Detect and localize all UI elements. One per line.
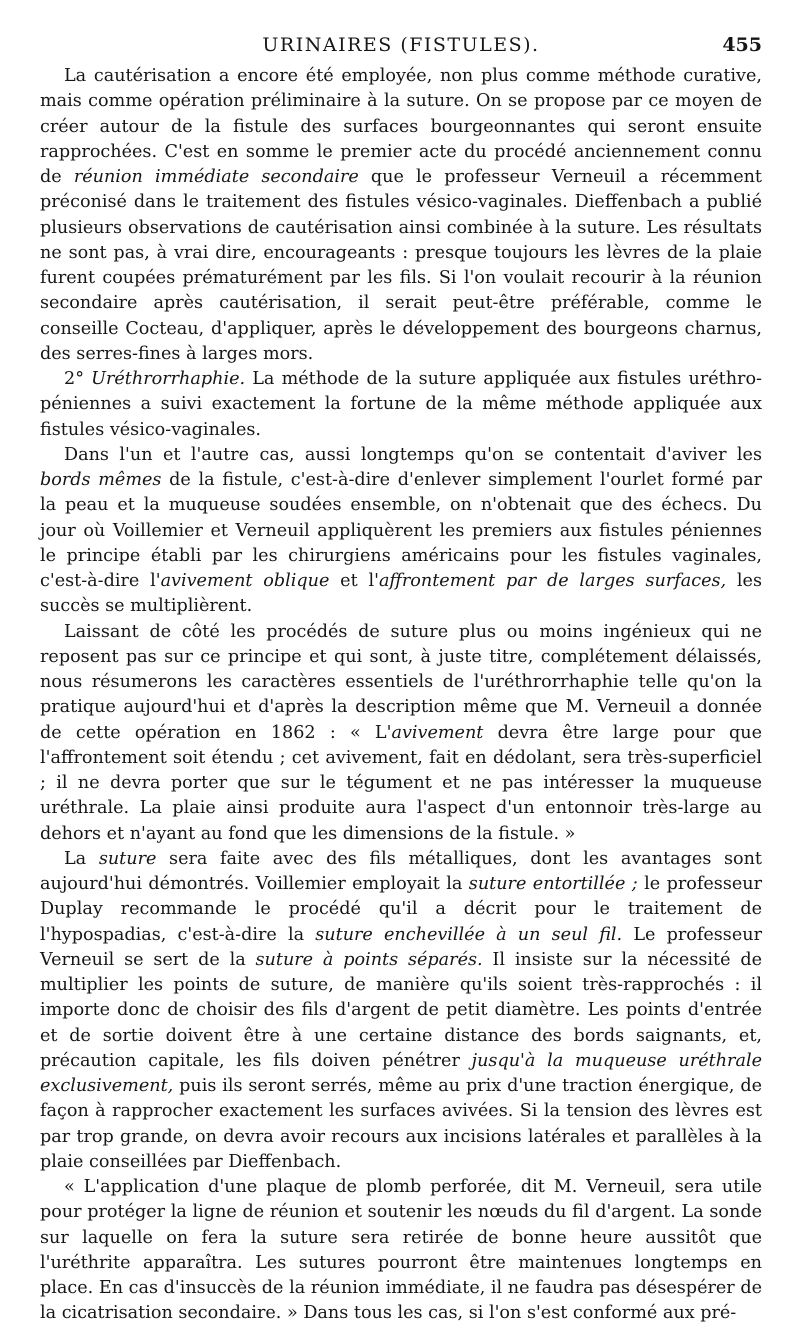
page-number: 455 <box>722 34 762 56</box>
running-header <box>40 34 762 60</box>
paragraph-suture: La suture sera faite avec des fils métalliques, dont les avantages sont aujourd'hui démontrés. Voillemier employait la suture entortillée ; le professeur Duplay recommande le procédé qu'il a décrit pour le traitement de l'hypospadias, c'est-à-dire la suture enchevillée à un seul fil. Le professeur Verneuil se sert de la suture à points séparés. Il insiste sur la nécessité de multiplier les points de suture, de manière qu'ils soient très-rapprochés : il importe donc de choisir des fils d'argent de petit diamètre. Les points d'entrée et de sortie doivent être à une certaine distance des bords saignants, et, précaution capitale, les fils doiven pénétrer jusqu'à la muqueuse uréthrale exclusivement, puis ils seront serrés, même au prix d'une traction énergique, de façon à rapprocher exactement les surfaces avivées. Si la tension des lèvres est par trop grande, on devra avoir recours aux incisions latérales et parallèles à la plaie conseillées par Dieffenbach. <box>40 848 763 1172</box>
italic-term: suture <box>98 848 157 869</box>
italic-term: suture à points séparés. <box>255 949 483 970</box>
italic-term: réunion immédiate secondaire <box>73 167 359 187</box>
italic-term: avivement <box>391 722 484 743</box>
paragraph-cauterisation: La cautérisation a encore été employée, non plus comme méthode curative, mais comme opération préliminaire à la suture. On se propose par ce moyen de créer autour de la fistule des surfaces bourgeonnantes qui seront ensuite rapprochées. C'est en somme le premier acte du procédé anciennement connu de réunion immédiate secondaire que le professeur Verneuil a récemment préconisé dans le traitement des fistules vésico-vaginales. Dieffenbach a publié plusieurs observations de cautérisation ainsi combinée à la suture. Les résultats ne sont pas, à vrai dire, encourageants : presque toujours les lèvres de la plaie furent coupées prématurément par les fils. Si l'on voulait recourir à la réunion secondaire après cautérisation, il serait peut-être préférable, comme le conseille Cocteau, d'appliquer, après le développement des bourgeons charnus, des serres-fines à larges mors. <box>40 66 763 364</box>
italic-term: avivement oblique <box>160 571 330 591</box>
italic-term: suture entortillée ; <box>468 874 638 894</box>
italic-term: suture enchevillée à un seul fil. <box>315 924 623 945</box>
section-heading: Uréthrorrhaphie. <box>91 369 246 389</box>
italic-term: jusqu'à la muqueuse uréthrale exclusivement, <box>40 1050 762 1096</box>
paragraph-avivement: Dans l'un et l'autre cas, aussi longtemps qu'on se contentait d'aviver les bords mêmes de la fistule, c'est-à-dire d'enlever simplement l'ourlet formé par la peau et la muqueuse soudées ensemble, on n'obtenait que des échecs. Du jour où Voillemier et Verneuil appliquèrent les premiers aux fistules péniennes le principe établi par les chirurgiens américains pour les fistules vaginales, c'est-à-dire l'avivement oblique et l'affrontement par de larges surfaces, les succès se multiplièrent. <box>40 444 762 617</box>
running-title: URINAIRES (FISTULES). <box>262 34 540 56</box>
body-text <box>40 64 762 1327</box>
paragraph-urethrorrhaphie: 2° Uréthrorrhaphie. La méthode de la suture appliquée aux fistules uréthro-péniennes a suivi exactement la fortune de la même méthode appliquée aux fistules vésico-vaginales. <box>40 369 762 440</box>
paragraph-plaque-plomb: « L'application d'une plaque de plomb perforée, dit M. Verneuil, sera utile pour protéger la ligne de réunion et soutenir les nœuds du fil d'argent. La sonde sur laquelle on fera la suture sera retirée de bonne heure aussitôt que l'uréthrite apparaîtra. Les sutures pourront être maintenues longtemps en place. En cas d'insuccès de la réunion immédiate, il ne faudra pas désespérer de la cicatrisation secondaire. » Dans tous les cas, si l'on s'est conformé aux pré- <box>40 1177 762 1324</box>
italic-term: bords mêmes <box>40 470 162 490</box>
italic-term: affrontement par de larges surfaces, <box>378 571 727 591</box>
paragraph-procedes: Laissant de côté les procédés de suture plus ou moins ingénieux qui ne reposent pas sur ce principe et qui sont, à juste titre, complétement délaissés, nous résumerons les caractères essentiels de l'uréthrorrhaphie telle qu'on la pratique aujourd'hui et d'après la description même que M. Verneuil a donnée de cette opération en 1862 : « L'avivement devra être large pour que l'affrontement soit étendu ; cet avivement, fait en dédolant, sera très-superficiel ; il ne devra porter que sur le tégument et ne pas intéresser la muqueuse uréthrale. La plaie ainsi produite aura l'aspect d'un entonnoir très-large au dehors et n'ayant au fond que les dimensions de la fistule. » <box>40 621 763 844</box>
